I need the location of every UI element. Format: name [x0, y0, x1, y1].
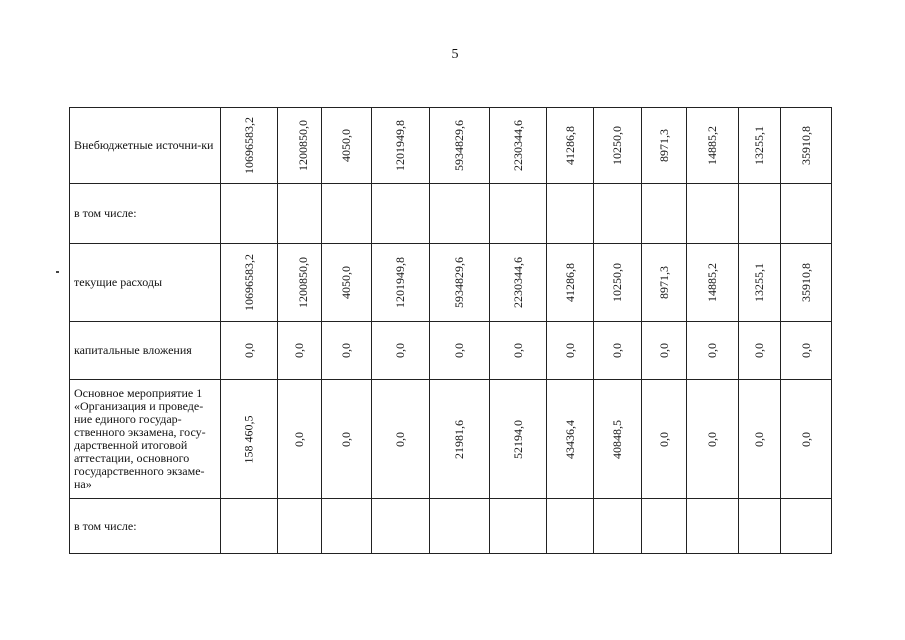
value-cell: [490, 322, 547, 380]
value-cell: [278, 322, 322, 380]
value-cell: [322, 380, 372, 499]
value-cell: [687, 499, 739, 554]
value-cell: [547, 499, 594, 554]
cell-value: 1200850,0: [296, 120, 310, 171]
row-label: Внебюджетные источни-ки: [70, 108, 221, 184]
cell-value: 0,0: [562, 343, 577, 358]
value-cell: [322, 244, 372, 322]
cell-value: 8971,3: [656, 129, 671, 162]
value-cell: [687, 322, 739, 380]
value-cell: [372, 380, 430, 499]
row-label: Основное мероприятие 1 «Организация и проведе-ние единого государ-ственного экзамена, госу-дарственной итоговой аттестации, основного государственного экзаме-на»: [70, 380, 221, 499]
stray-mark: [56, 271, 59, 273]
row-label: в том числе:: [70, 184, 221, 244]
value-cell: [278, 108, 322, 184]
value-cell: [430, 322, 490, 380]
value-cell: [372, 184, 430, 244]
value-cell: [278, 499, 322, 554]
cell-value: 0,0: [610, 343, 624, 358]
value-cell: [687, 380, 739, 499]
cell-value: 41286,8: [562, 126, 577, 165]
value-cell: [322, 322, 372, 380]
value-cell: [642, 244, 687, 322]
value-cell: [322, 184, 372, 244]
cell-value: 13255,1: [752, 126, 766, 165]
value-cell: [490, 184, 547, 244]
cell-value: 0,0: [656, 431, 671, 447]
cell-value: 0,0: [705, 343, 719, 358]
cell-value: 2230344,6: [510, 257, 525, 308]
value-cell: [430, 499, 490, 554]
value-cell: [372, 322, 430, 380]
cell-value: 158 460,5: [241, 415, 256, 463]
cell-value: 1200850,0: [296, 257, 310, 308]
cell-value: 35910,8: [798, 263, 813, 302]
value-cell: [594, 380, 642, 499]
cell-value: 0,0: [241, 343, 256, 358]
cell-value: 0,0: [798, 343, 813, 358]
value-cell: [278, 244, 322, 322]
value-cell: [221, 322, 278, 380]
value-cell: [278, 184, 322, 244]
value-cell: [642, 499, 687, 554]
value-cell: [642, 380, 687, 499]
cell-value: 0,0: [339, 431, 353, 447]
cell-value: 0,0: [510, 343, 525, 358]
cell-value: 0,0: [452, 343, 466, 358]
value-cell: [322, 499, 372, 554]
value-cell: [221, 184, 278, 244]
value-cell: [490, 244, 547, 322]
cell-value: 4050,0: [339, 266, 353, 299]
table-row: [70, 322, 832, 380]
cell-value: 2230344,6: [510, 120, 525, 171]
value-cell: [547, 380, 594, 499]
cell-value: 10696583,2: [242, 254, 256, 311]
value-cell: [372, 499, 430, 554]
value-cell: [642, 322, 687, 380]
value-cell: [739, 244, 781, 322]
cell-value: 13255,1: [752, 263, 766, 302]
value-cell: [781, 380, 832, 499]
page-number: 5: [451, 47, 459, 62]
value-cell: [781, 184, 832, 244]
value-cell: [781, 499, 832, 554]
value-cell: [739, 322, 781, 380]
cell-value: 41286,8: [562, 263, 577, 302]
cell-value: 10250,0: [610, 263, 624, 302]
value-cell: [547, 322, 594, 380]
budget-table: [69, 107, 832, 554]
cell-value: 40848,5: [610, 419, 624, 459]
cell-value: 0,0: [292, 343, 306, 358]
value-cell: [430, 108, 490, 184]
cell-value: 0,0: [393, 431, 407, 447]
cell-value: 5934829,6: [452, 120, 466, 171]
table-row: [70, 499, 832, 554]
value-cell: [739, 380, 781, 499]
cell-value: 0,0: [292, 431, 306, 447]
row-label: капитальные вложения: [70, 322, 221, 380]
value-cell: [739, 184, 781, 244]
table-row: [70, 380, 832, 499]
value-cell: [642, 184, 687, 244]
value-cell: [490, 499, 547, 554]
value-cell: [221, 499, 278, 554]
value-cell: [278, 380, 322, 499]
table-row: [70, 108, 832, 184]
value-cell: [594, 184, 642, 244]
value-cell: [687, 184, 739, 244]
value-cell: [781, 108, 832, 184]
value-cell: [687, 244, 739, 322]
value-cell: [430, 244, 490, 322]
cell-value: 0,0: [752, 343, 766, 358]
cell-value: 0,0: [752, 431, 766, 447]
value-cell: [221, 108, 278, 184]
cell-value: 43436,4: [562, 419, 577, 459]
value-cell: [430, 184, 490, 244]
value-cell: [642, 108, 687, 184]
cell-value: 1201949,8: [393, 257, 407, 308]
value-cell: [594, 244, 642, 322]
value-cell: [490, 108, 547, 184]
value-cell: [372, 108, 430, 184]
value-cell: [781, 244, 832, 322]
cell-value: 0,0: [656, 343, 671, 358]
table-row: [70, 184, 832, 244]
value-cell: [594, 322, 642, 380]
value-cell: [322, 108, 372, 184]
row-label: текущие расходы: [70, 244, 221, 322]
value-cell: [687, 108, 739, 184]
cell-value: 52194,0: [510, 419, 525, 459]
value-cell: [547, 184, 594, 244]
table-row: [70, 244, 832, 322]
cell-value: 10250,0: [610, 126, 624, 165]
cell-value: 10696583,2: [242, 117, 256, 174]
cell-value: 1201949,8: [393, 120, 407, 171]
cell-value: 0,0: [705, 431, 719, 447]
cell-value: 0,0: [339, 343, 353, 358]
row-label: в том числе:: [70, 499, 221, 554]
cell-value: 0,0: [798, 431, 813, 447]
value-cell: [739, 108, 781, 184]
value-cell: [781, 322, 832, 380]
value-cell: [739, 499, 781, 554]
cell-value: 5934829,6: [452, 257, 466, 308]
cell-value: 14885,2: [705, 263, 719, 302]
cell-value: 35910,8: [798, 126, 813, 165]
value-cell: [490, 380, 547, 499]
cell-value: 0,0: [393, 343, 407, 358]
value-cell: [430, 380, 490, 499]
cell-value: 4050,0: [339, 129, 353, 162]
cell-value: 8971,3: [656, 266, 671, 299]
value-cell: [221, 380, 278, 499]
cell-value: 21981,6: [452, 419, 466, 459]
value-cell: [594, 499, 642, 554]
value-cell: [547, 108, 594, 184]
cell-value: 14885,2: [705, 126, 719, 165]
value-cell: [594, 108, 642, 184]
value-cell: [372, 244, 430, 322]
value-cell: [547, 244, 594, 322]
value-cell: [221, 244, 278, 322]
